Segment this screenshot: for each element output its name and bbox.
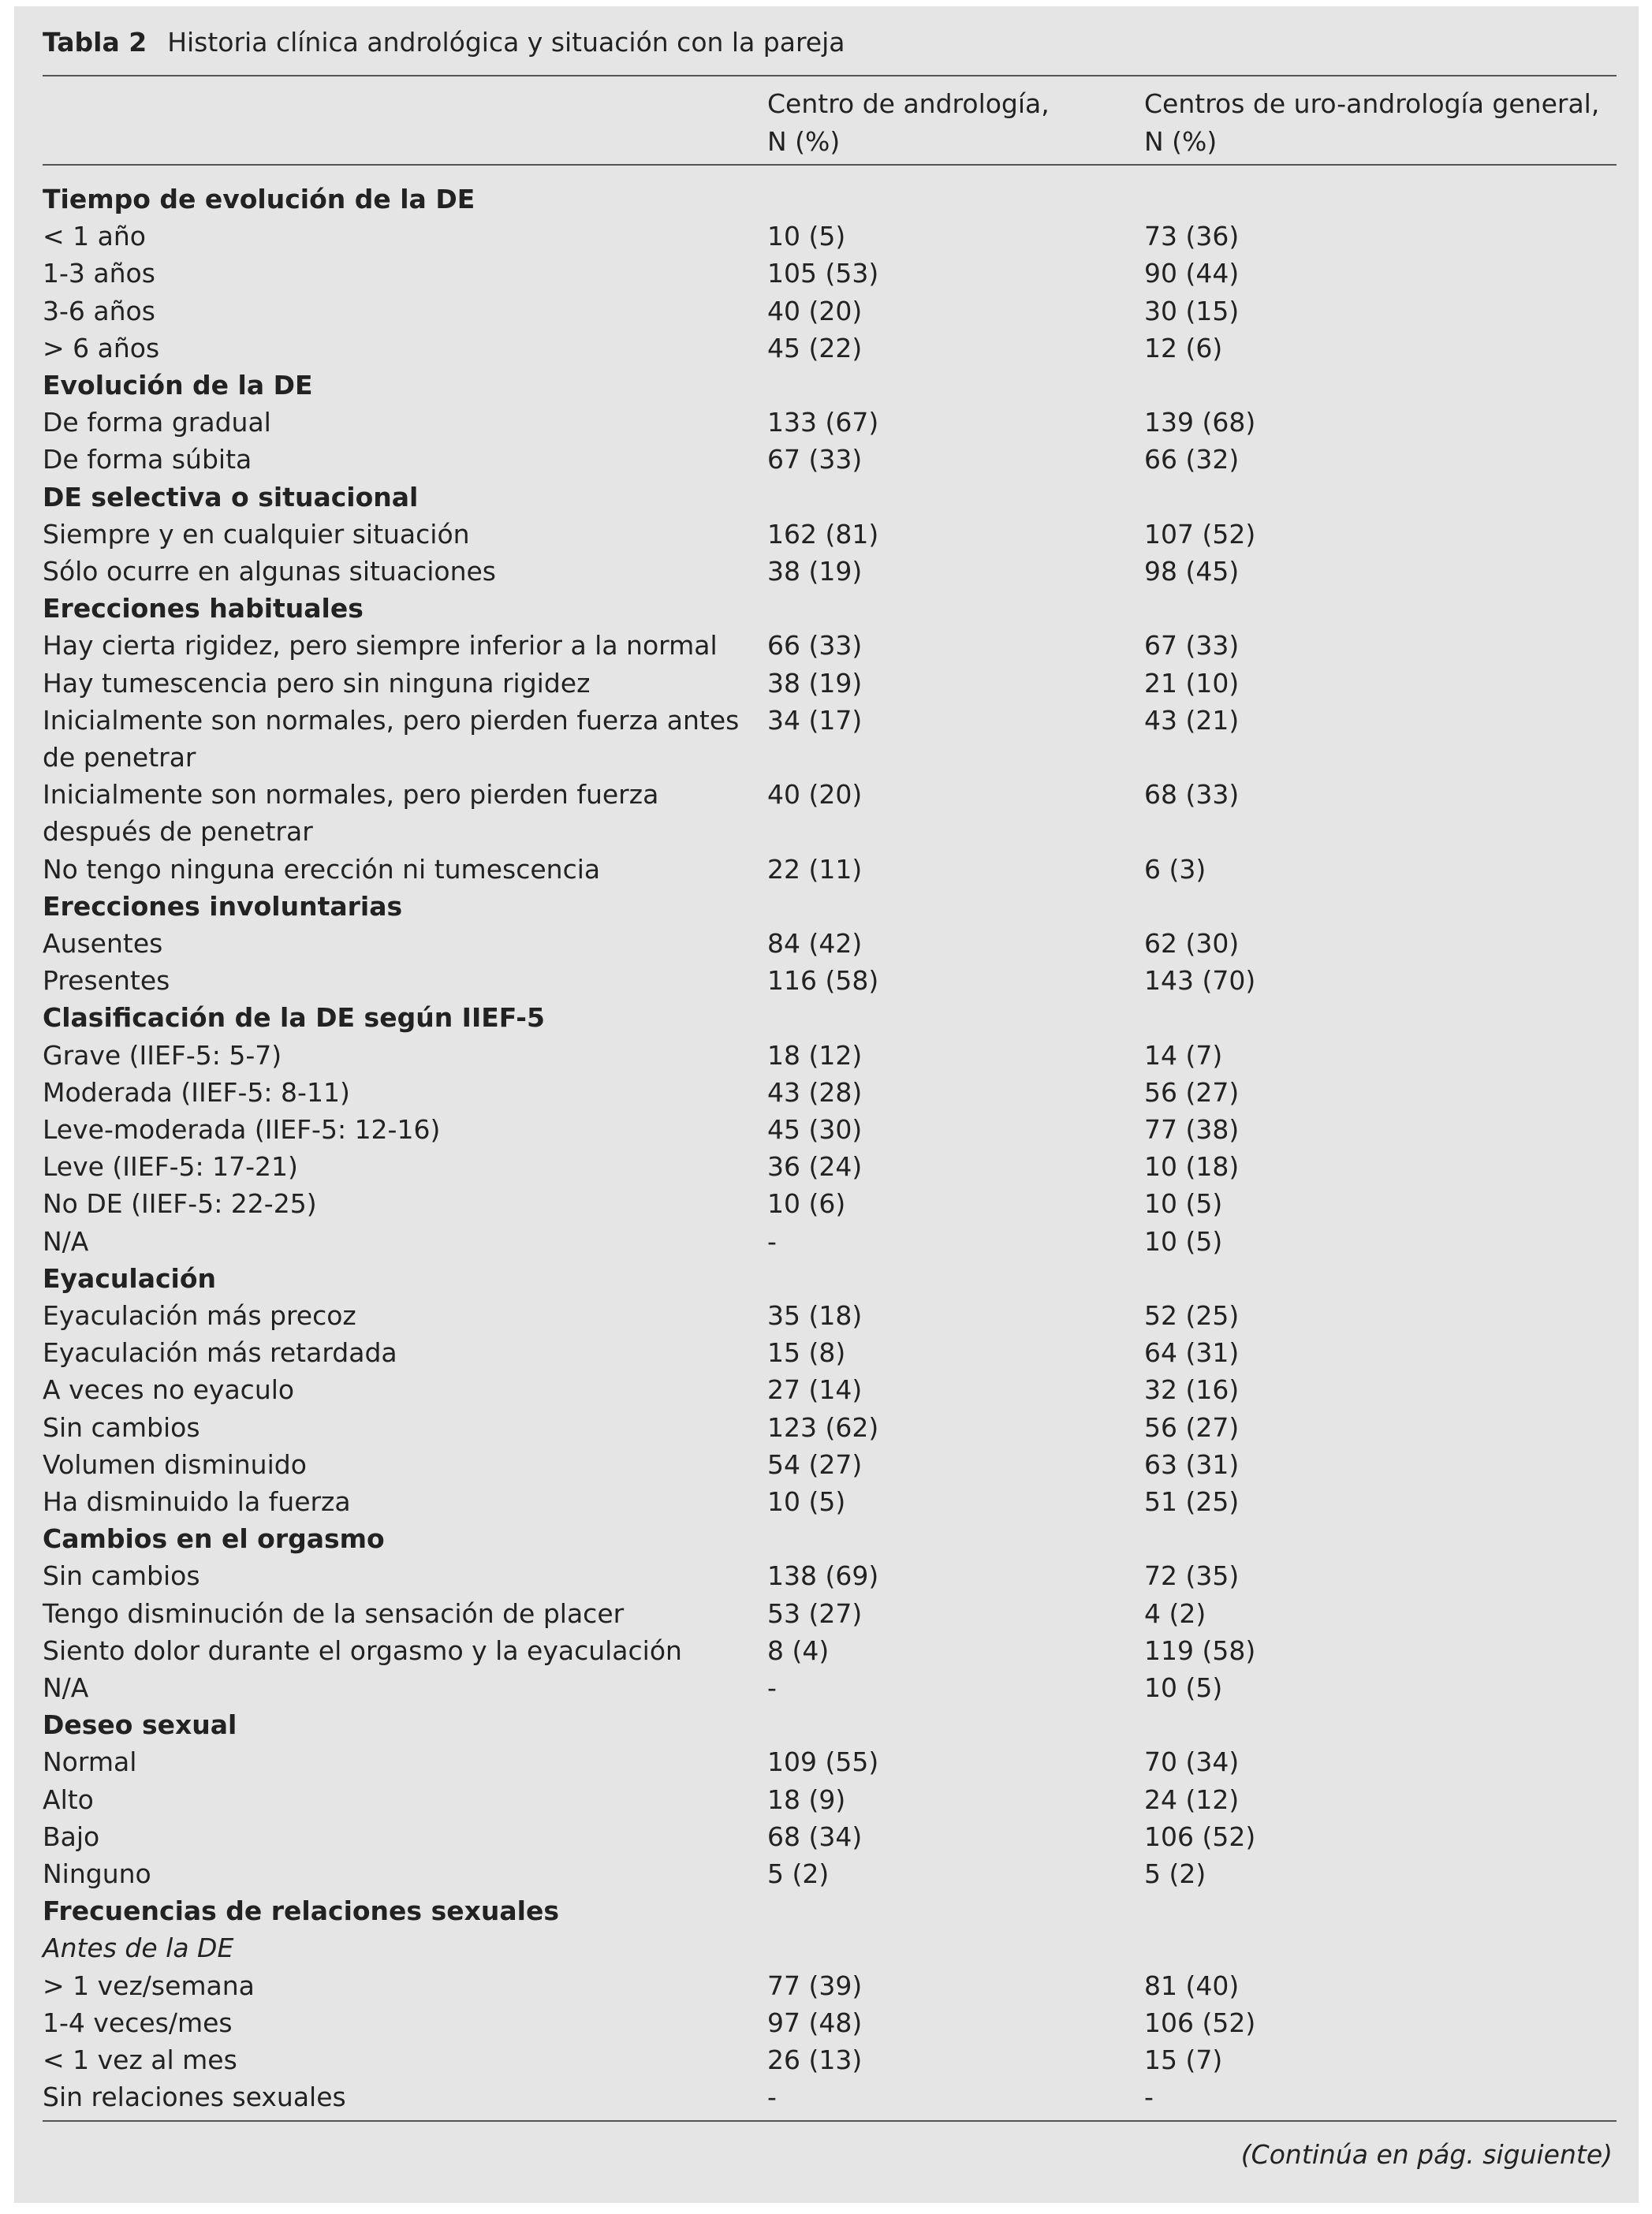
row-label: Bajo xyxy=(43,1821,100,1852)
cell-andrologia: 5 (2) xyxy=(767,1858,830,1889)
cell-andrologia: 27 (14) xyxy=(767,1374,863,1406)
cell-uro-andrologia: 15 (7) xyxy=(1144,2044,1223,2075)
row-label: 1-4 veces/mes xyxy=(43,2007,233,2038)
row-label: Ausentes xyxy=(43,928,163,959)
cell-uro-andrologia: 63 (31) xyxy=(1144,1448,1240,1480)
row-label: 1-3 años xyxy=(43,258,155,289)
cell-andrologia: 53 (27) xyxy=(767,1597,863,1629)
cell-andrologia: 109 (55) xyxy=(767,1746,879,1778)
cell-andrologia: 68 (34) xyxy=(767,1821,863,1852)
cell-andrologia: 43 (28) xyxy=(767,1076,863,1108)
row-label: De forma gradual xyxy=(43,407,271,438)
row-label: de penetrar xyxy=(43,742,196,773)
continuation-note: (Continúa en pág. siguiente) xyxy=(1240,2139,1613,2170)
cell-andrologia: 123 (62) xyxy=(767,1411,879,1443)
cell-uro-andrologia: 73 (36) xyxy=(1144,221,1240,252)
row-label: Alto xyxy=(43,1784,94,1815)
cell-uro-andrologia: 68 (33) xyxy=(1144,779,1240,811)
row-label: De forma súbita xyxy=(43,444,252,475)
row-label: Erecciones habituales xyxy=(43,593,364,624)
row-label: Sin cambios xyxy=(43,1411,200,1443)
cell-uro-andrologia: 143 (70) xyxy=(1144,965,1256,997)
row-label: Presentes xyxy=(43,965,170,997)
cell-andrologia: 36 (24) xyxy=(767,1151,863,1183)
row-label: Siento dolor durante el orgasmo y la eyaculación xyxy=(43,1634,682,1666)
row-label: A veces no eyaculo xyxy=(43,1374,295,1406)
cell-uro-andrologia: 14 (7) xyxy=(1144,1039,1223,1071)
cell-uro-andrologia: 24 (12) xyxy=(1144,1784,1240,1815)
cell-uro-andrologia: 119 (58) xyxy=(1144,1634,1256,1666)
cell-andrologia: 15 (8) xyxy=(767,1337,846,1369)
cell-uro-andrologia: 56 (27) xyxy=(1144,1076,1240,1108)
cell-andrologia: 34 (17) xyxy=(767,704,863,736)
cell-uro-andrologia: 21 (10) xyxy=(1144,667,1240,699)
row-label: Eyaculación más retardada xyxy=(43,1337,397,1369)
cell-andrologia: 45 (22) xyxy=(767,332,863,363)
cell-uro-andrologia: 64 (31) xyxy=(1144,1337,1240,1369)
cell-uro-andrologia: 52 (25) xyxy=(1144,1300,1240,1331)
cell-uro-andrologia: - xyxy=(1144,2082,1154,2113)
cell-andrologia: 18 (12) xyxy=(767,1039,863,1071)
row-label: Siempre y en cualquier situación xyxy=(43,518,470,550)
bottom-rule xyxy=(43,2120,1617,2122)
column-header-line: Centros de uro-andrología general, xyxy=(1144,88,1600,119)
cell-andrologia: 162 (81) xyxy=(767,518,879,550)
cell-uro-andrologia: 67 (33) xyxy=(1144,630,1240,662)
cell-uro-andrologia: 32 (16) xyxy=(1144,1374,1240,1406)
cell-andrologia: 26 (13) xyxy=(767,2044,863,2075)
cell-uro-andrologia: 72 (35) xyxy=(1144,1560,1240,1592)
row-label: Deseo sexual xyxy=(43,1709,237,1741)
row-label: Volumen disminuido xyxy=(43,1448,307,1480)
cell-andrologia: 18 (9) xyxy=(767,1784,846,1815)
row-label: N/A xyxy=(43,1225,89,1257)
row-label: Sin relaciones sexuales xyxy=(43,2082,346,2113)
cell-andrologia: - xyxy=(767,1672,777,1703)
cell-andrologia: 10 (5) xyxy=(767,1486,846,1517)
row-label: Sólo ocurre en algunas situaciones xyxy=(43,556,496,587)
column-header-line: Centro de andrología, xyxy=(767,88,1050,119)
cell-uro-andrologia: 43 (21) xyxy=(1144,704,1240,736)
cell-andrologia: 116 (58) xyxy=(767,965,879,997)
cell-andrologia: 40 (20) xyxy=(767,779,863,811)
cell-andrologia: 133 (67) xyxy=(767,407,879,438)
cell-uro-andrologia: 51 (25) xyxy=(1144,1486,1240,1517)
cell-andrologia: 97 (48) xyxy=(767,2007,863,2038)
cell-andrologia: - xyxy=(767,1225,777,1257)
cell-uro-andrologia: 106 (52) xyxy=(1144,1821,1256,1852)
row-label: Erecciones involuntarias xyxy=(43,890,403,922)
cell-uro-andrologia: 62 (30) xyxy=(1144,928,1240,959)
row-label: Hay tumescencia pero sin ninguna rigidez xyxy=(43,667,591,699)
row-label: Sin cambios xyxy=(43,1560,200,1592)
row-label: No DE (IIEF-5: 22-25) xyxy=(43,1188,317,1220)
row-label: Antes de la DE xyxy=(43,1933,234,1964)
row-label: Normal xyxy=(43,1746,137,1778)
cell-uro-andrologia: 90 (44) xyxy=(1144,258,1240,289)
column-header-line: N (%) xyxy=(767,126,841,157)
row-label: No tengo ninguna erección ni tumescencia xyxy=(43,853,601,885)
cell-uro-andrologia: 10 (5) xyxy=(1144,1225,1223,1257)
row-label: DE selectiva o situacional xyxy=(43,481,419,512)
cell-uro-andrologia: 10 (5) xyxy=(1144,1672,1223,1703)
cell-uro-andrologia: 5 (2) xyxy=(1144,1858,1206,1889)
cell-uro-andrologia: 6 (3) xyxy=(1144,853,1206,885)
cell-andrologia: 38 (19) xyxy=(767,667,863,699)
row-label: Clasificación de la DE según IIEF-5 xyxy=(43,1002,545,1034)
cell-andrologia: 45 (30) xyxy=(767,1114,863,1145)
row-label: 3-6 años xyxy=(43,295,155,326)
cell-andrologia: 138 (69) xyxy=(767,1560,879,1592)
row-label: > 1 vez/semana xyxy=(43,1970,255,2001)
row-label: < 1 vez al mes xyxy=(43,2044,237,2075)
cell-uro-andrologia: 81 (40) xyxy=(1144,1970,1240,2001)
cell-uro-andrologia: 56 (27) xyxy=(1144,1411,1240,1443)
row-label: Cambios en el orgasmo xyxy=(43,1523,385,1555)
cell-andrologia: 40 (20) xyxy=(767,295,863,326)
row-label: N/A xyxy=(43,1672,89,1703)
row-label: Tengo disminución de la sensación de placer xyxy=(43,1597,625,1629)
cell-andrologia: - xyxy=(767,2082,777,2113)
row-label: > 6 años xyxy=(43,332,160,363)
cell-uro-andrologia: 77 (38) xyxy=(1144,1114,1240,1145)
cell-andrologia: 84 (42) xyxy=(767,928,863,959)
cell-uro-andrologia: 4 (2) xyxy=(1144,1597,1206,1629)
cell-uro-andrologia: 66 (32) xyxy=(1144,444,1240,475)
cell-andrologia: 10 (5) xyxy=(767,221,846,252)
cell-andrologia: 8 (4) xyxy=(767,1634,830,1666)
cell-uro-andrologia: 139 (68) xyxy=(1144,407,1256,438)
row-label: Eyaculación más precoz xyxy=(43,1300,356,1331)
cell-andrologia: 54 (27) xyxy=(767,1448,863,1480)
row-label: Inicialmente son normales, pero pierden fuerza antes xyxy=(43,704,740,736)
row-label: Evolución de la DE xyxy=(43,370,313,401)
row-label: Frecuencias de relaciones sexuales xyxy=(43,1895,559,1927)
cell-andrologia: 67 (33) xyxy=(767,444,863,475)
column-header-line: N (%) xyxy=(1144,126,1218,157)
cell-uro-andrologia: 12 (6) xyxy=(1144,332,1223,363)
cell-andrologia: 35 (18) xyxy=(767,1300,863,1331)
table-number: Tabla 2 xyxy=(43,27,147,58)
row-label: Leve (IIEF-5: 17-21) xyxy=(43,1151,298,1183)
row-label: después de penetrar xyxy=(43,816,313,848)
row-label: Leve-moderada (IIEF-5: 12-16) xyxy=(43,1114,441,1145)
cell-uro-andrologia: 10 (18) xyxy=(1144,1151,1240,1183)
cell-andrologia: 38 (19) xyxy=(767,556,863,587)
row-label: Eyaculación xyxy=(43,1262,216,1294)
row-label: < 1 año xyxy=(43,221,146,252)
row-label: Moderada (IIEF-5: 8-11) xyxy=(43,1076,350,1108)
cell-andrologia: 10 (6) xyxy=(767,1188,846,1220)
cell-andrologia: 66 (33) xyxy=(767,630,863,662)
cell-uro-andrologia: 30 (15) xyxy=(1144,295,1240,326)
cell-andrologia: 77 (39) xyxy=(767,1970,863,2001)
cell-uro-andrologia: 106 (52) xyxy=(1144,2007,1256,2038)
row-label: Inicialmente son normales, pero pierden fuerza xyxy=(43,779,659,811)
row-label: Ninguno xyxy=(43,1858,151,1889)
cell-uro-andrologia: 98 (45) xyxy=(1144,556,1240,587)
table-title: Historia clínica andrológica y situación con la pareja xyxy=(167,27,845,58)
cell-uro-andrologia: 10 (5) xyxy=(1144,1188,1223,1220)
cell-andrologia: 105 (53) xyxy=(767,258,879,289)
cell-uro-andrologia: 70 (34) xyxy=(1144,1746,1240,1778)
cell-uro-andrologia: 107 (52) xyxy=(1144,518,1256,550)
row-label: Grave (IIEF-5: 5-7) xyxy=(43,1039,282,1071)
cell-andrologia: 22 (11) xyxy=(767,853,863,885)
row-label: Hay cierta rigidez, pero siempre inferior a la normal xyxy=(43,630,718,662)
row-label: Tiempo de evolución de la DE xyxy=(43,184,475,214)
row-label: Ha disminuido la fuerza xyxy=(43,1486,351,1517)
